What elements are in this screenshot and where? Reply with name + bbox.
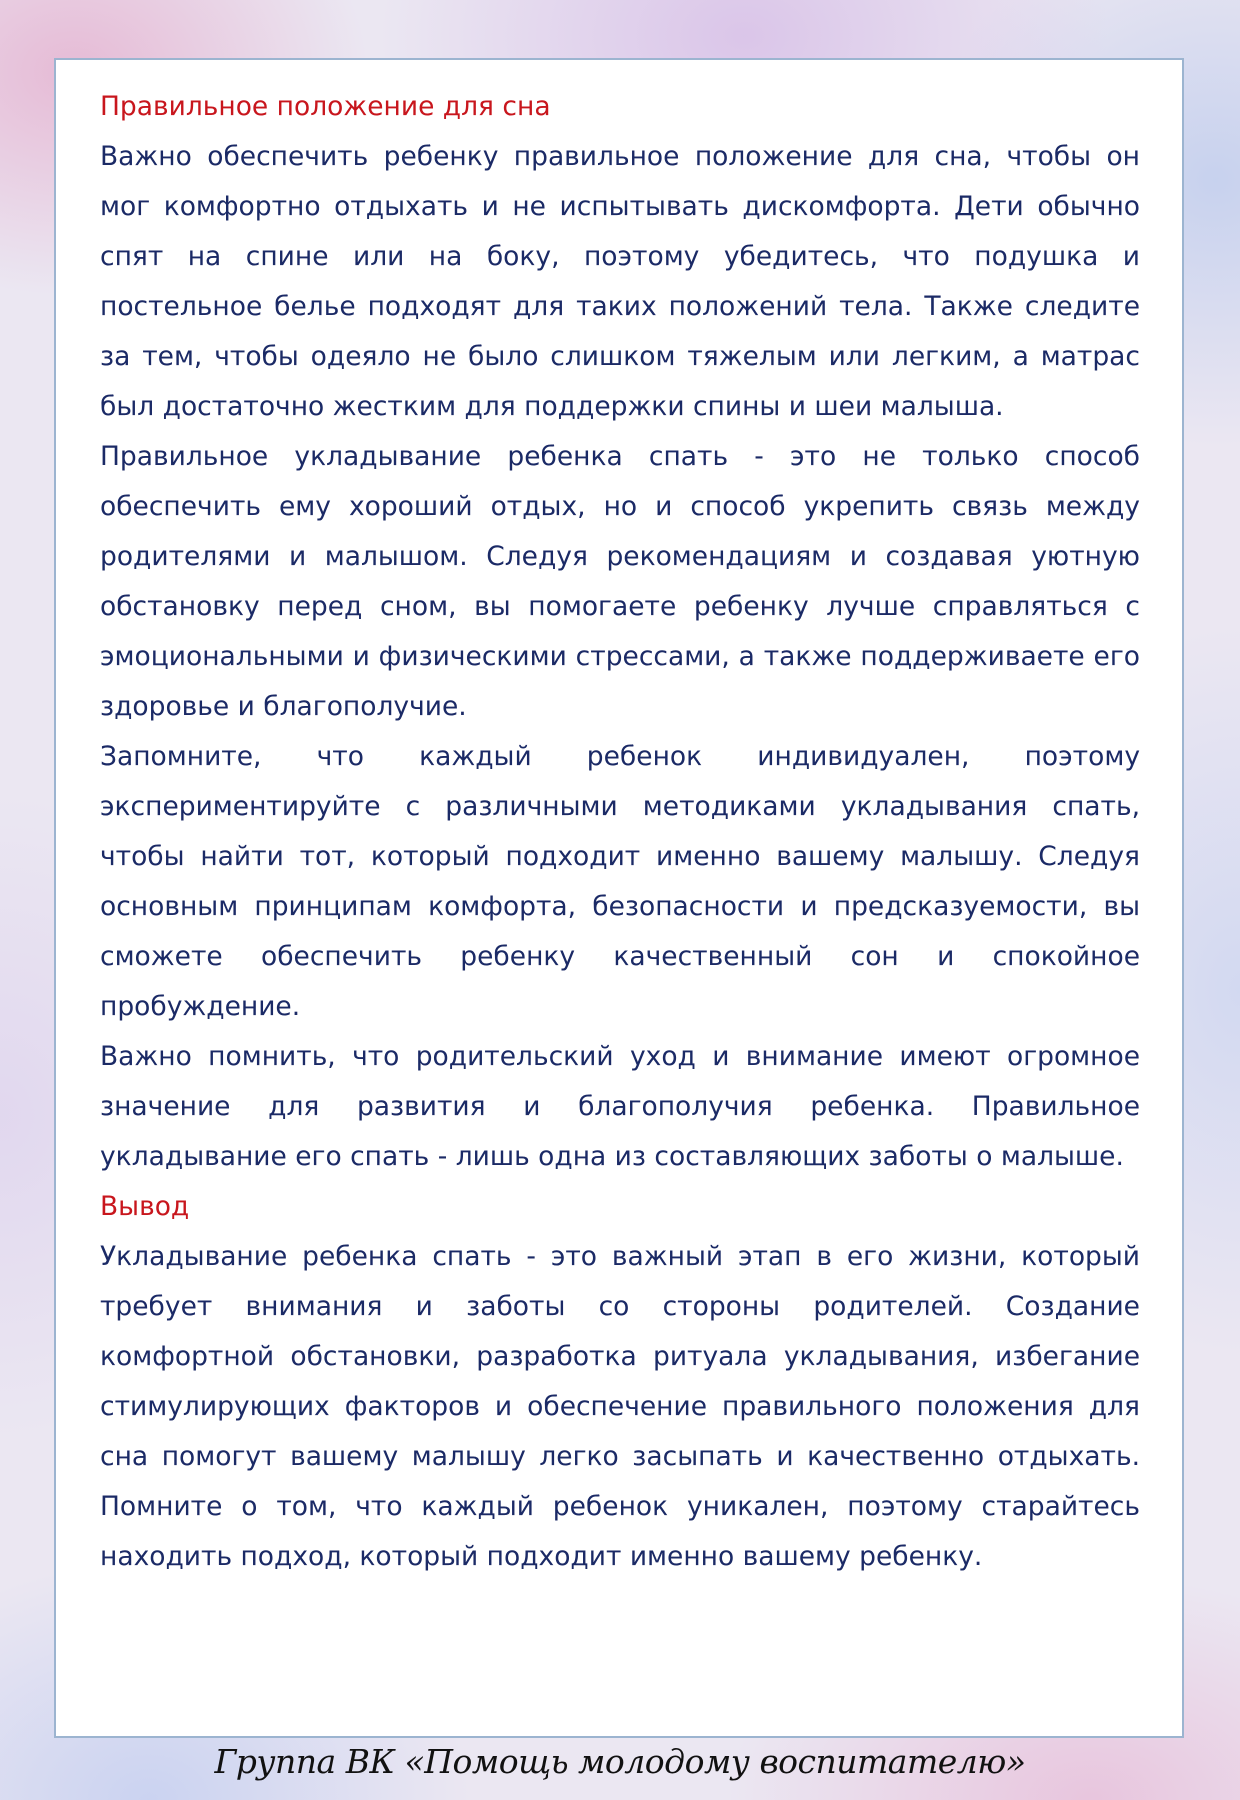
paragraph: Правильное укладывание ребенка спать - это не только способ обеспечить ему хороший отдых, но и способ укрепить связь между родителями и малышом. Следуя рекомендациям и создавая уютную обстановку перед сном, вы помогаете ребенку лучше справляться с эмоциональными и физическими стрессами, а также поддерживаете его здоровье и благополучие. <box>100 441 1140 722</box>
paragraph: Запомните, что каждый ребенок индивидуален, поэтому экспериментируйте с различными методиками укладывания спать, чтобы найти тот, который подходит именно вашему малышу. Следуя основным принципам комфорта, безопасности и предсказуемости, вы сможете обеспечить ребенку качественный сон и спокойное пробуждение. <box>100 741 1140 1022</box>
paragraph: Важно обеспечить ребенку правильное положение для сна, чтобы он мог комфортно отдыхать и не испытывать дискомфорта. Дети обычно спят на спине или на боку, поэтому убедитесь, что подушка и постельное белье подходят для таких положений тела. Также следите за тем, чтобы одеяло не было слишком тяжелым или легким, а матрас был достаточно жестким для поддержки спины и шеи малыша. <box>100 141 1140 422</box>
section-sleep-position <box>100 82 1140 1182</box>
document-content <box>100 82 1140 1582</box>
document-panel <box>54 58 1184 1738</box>
paragraph: Укладывание ребенка спать - это важный этап в его жизни, который требует внимания и заботы со стороны родителей. Создание комфортной обстановки, разработка ритуала укладывания, избегание стимулирующих факторов и обеспечение правильного положения для сна помогут вашему малышу легко засыпать и качественно отдыхать. Помните о том, что каждый ребенок уникален, поэтому старайтесь находить подход, который подходит именно вашему ребенку. <box>100 1241 1140 1572</box>
section-conclusion <box>100 1182 1140 1582</box>
section-heading: Правильное положение для сна <box>100 91 551 122</box>
section-heading: Вывод <box>100 1191 190 1222</box>
footer-caption: Группа ВК «Помощь молодому воспитателю» <box>214 1742 1026 1781</box>
paragraph: Важно помнить, что родительский уход и внимание имеют огромное значение для развития и благополучия ребенка. Правильное укладывание его спать - лишь одна из составляющих заботы о малыше. <box>100 1041 1140 1172</box>
